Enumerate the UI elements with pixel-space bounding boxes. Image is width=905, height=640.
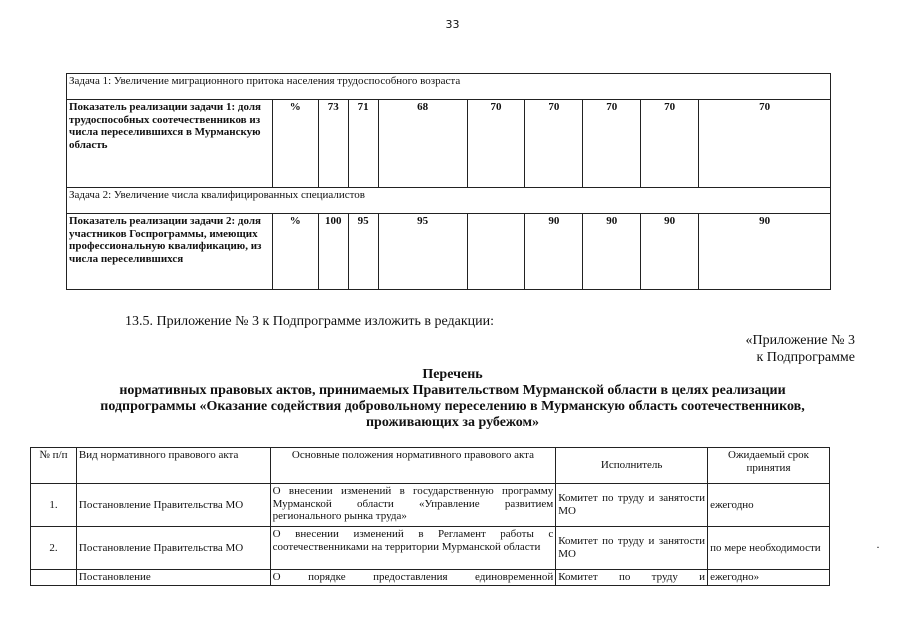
indicator-1-label: Показатель реализации задачи 1: доля трудоспособных соотечественников из числа переселившихся в Мурманскую область <box>67 100 273 188</box>
indicator-1-value: 70 <box>641 100 699 188</box>
indicator-1-value: 73 <box>318 100 348 188</box>
heading-line: проживающих за рубежом» <box>365 415 539 431</box>
indicator-2-value: 90 <box>641 214 699 290</box>
header-executor: Исполнитель <box>556 448 708 484</box>
appendix-line: к Подпрограмме <box>756 349 855 365</box>
legal-acts-table <box>30 447 830 586</box>
page-number: 33 <box>445 18 460 31</box>
indicator-2-value: 90 <box>699 214 831 290</box>
heading-line: подпрограммы «Оказание содействия добровольному переселению в Мурманскую область соотечественников, <box>100 399 805 415</box>
row-number <box>31 570 77 586</box>
indicator-2-label: Показатель реализации задачи 2: доля участников Госпрограммы, имеющих профессиональную квалификацию, из числа переселившихся <box>67 214 273 290</box>
indicator-1-value: 70 <box>467 100 525 188</box>
header-term: Ожидаемый срок принятия <box>708 448 830 484</box>
indicator-1-value: 70 <box>699 100 831 188</box>
row-executor: Комитет по труду и занятости МО <box>556 527 708 570</box>
header-provisions: Основные положения нормативного правового акта <box>270 448 556 484</box>
indicator-1-value: 71 <box>348 100 378 188</box>
row-type: Постановление Правительства МО <box>76 527 270 570</box>
indicator-1-value: 68 <box>378 100 467 188</box>
row-provisions: О порядке предоставления единовременной <box>270 570 556 586</box>
indicator-1-value: 70 <box>525 100 583 188</box>
row-type: Постановление <box>76 570 270 586</box>
indicator-2-value: 90 <box>525 214 583 290</box>
task-2-row: Задача 2: Увеличение числа квалифицированных специалистов <box>67 188 831 214</box>
indicators-table <box>66 73 831 290</box>
indicator-1-value: 70 <box>583 100 641 188</box>
indicator-2-value: 90 <box>583 214 641 290</box>
stray-mark: · <box>876 540 880 554</box>
indicator-2-unit: % <box>272 214 318 290</box>
header-type: Вид нормативного правового акта <box>76 448 270 484</box>
list-heading <box>40 367 865 431</box>
row-executor: Комитет по труду и <box>556 570 708 586</box>
indicator-2-value <box>467 214 525 290</box>
appendix-line: «Приложение № 3 <box>745 333 855 348</box>
row-term: по мере необходимости <box>708 527 830 570</box>
indicator-2-value: 95 <box>348 214 378 290</box>
row-number: 1. <box>31 484 77 527</box>
amendment-paragraph: 13.5. Приложение № 3 к Подпрограмме изложить в редакции: <box>125 314 494 329</box>
indicator-1-unit: % <box>272 100 318 188</box>
row-term: ежегодно» <box>708 570 830 586</box>
heading-line: Перечень <box>422 367 483 382</box>
appendix-caption <box>746 333 856 367</box>
row-type: Постановление Правительства МО <box>76 484 270 527</box>
row-number: 2. <box>31 527 77 570</box>
indicator-2-value: 95 <box>378 214 467 290</box>
row-provisions: О внесении изменений в государственную программу Мурманской области «Управление развитием регионального рынка труда» <box>270 484 556 527</box>
task-1-row: Задача 1: Увеличение миграционного притока населения трудоспособного возраста <box>67 74 831 100</box>
header-no: № п/п <box>31 448 77 484</box>
row-executor: Комитет по труду и занятости МО <box>556 484 708 527</box>
row-provisions: О внесении изменений в Регламент работы с соотечественниками на территории Мурманской области <box>270 527 556 570</box>
row-term: ежегодно <box>708 484 830 527</box>
heading-line: нормативных правовых актов, принимаемых Правительством Мурманской области в целях реализации <box>119 383 786 399</box>
indicator-2-value: 100 <box>318 214 348 290</box>
